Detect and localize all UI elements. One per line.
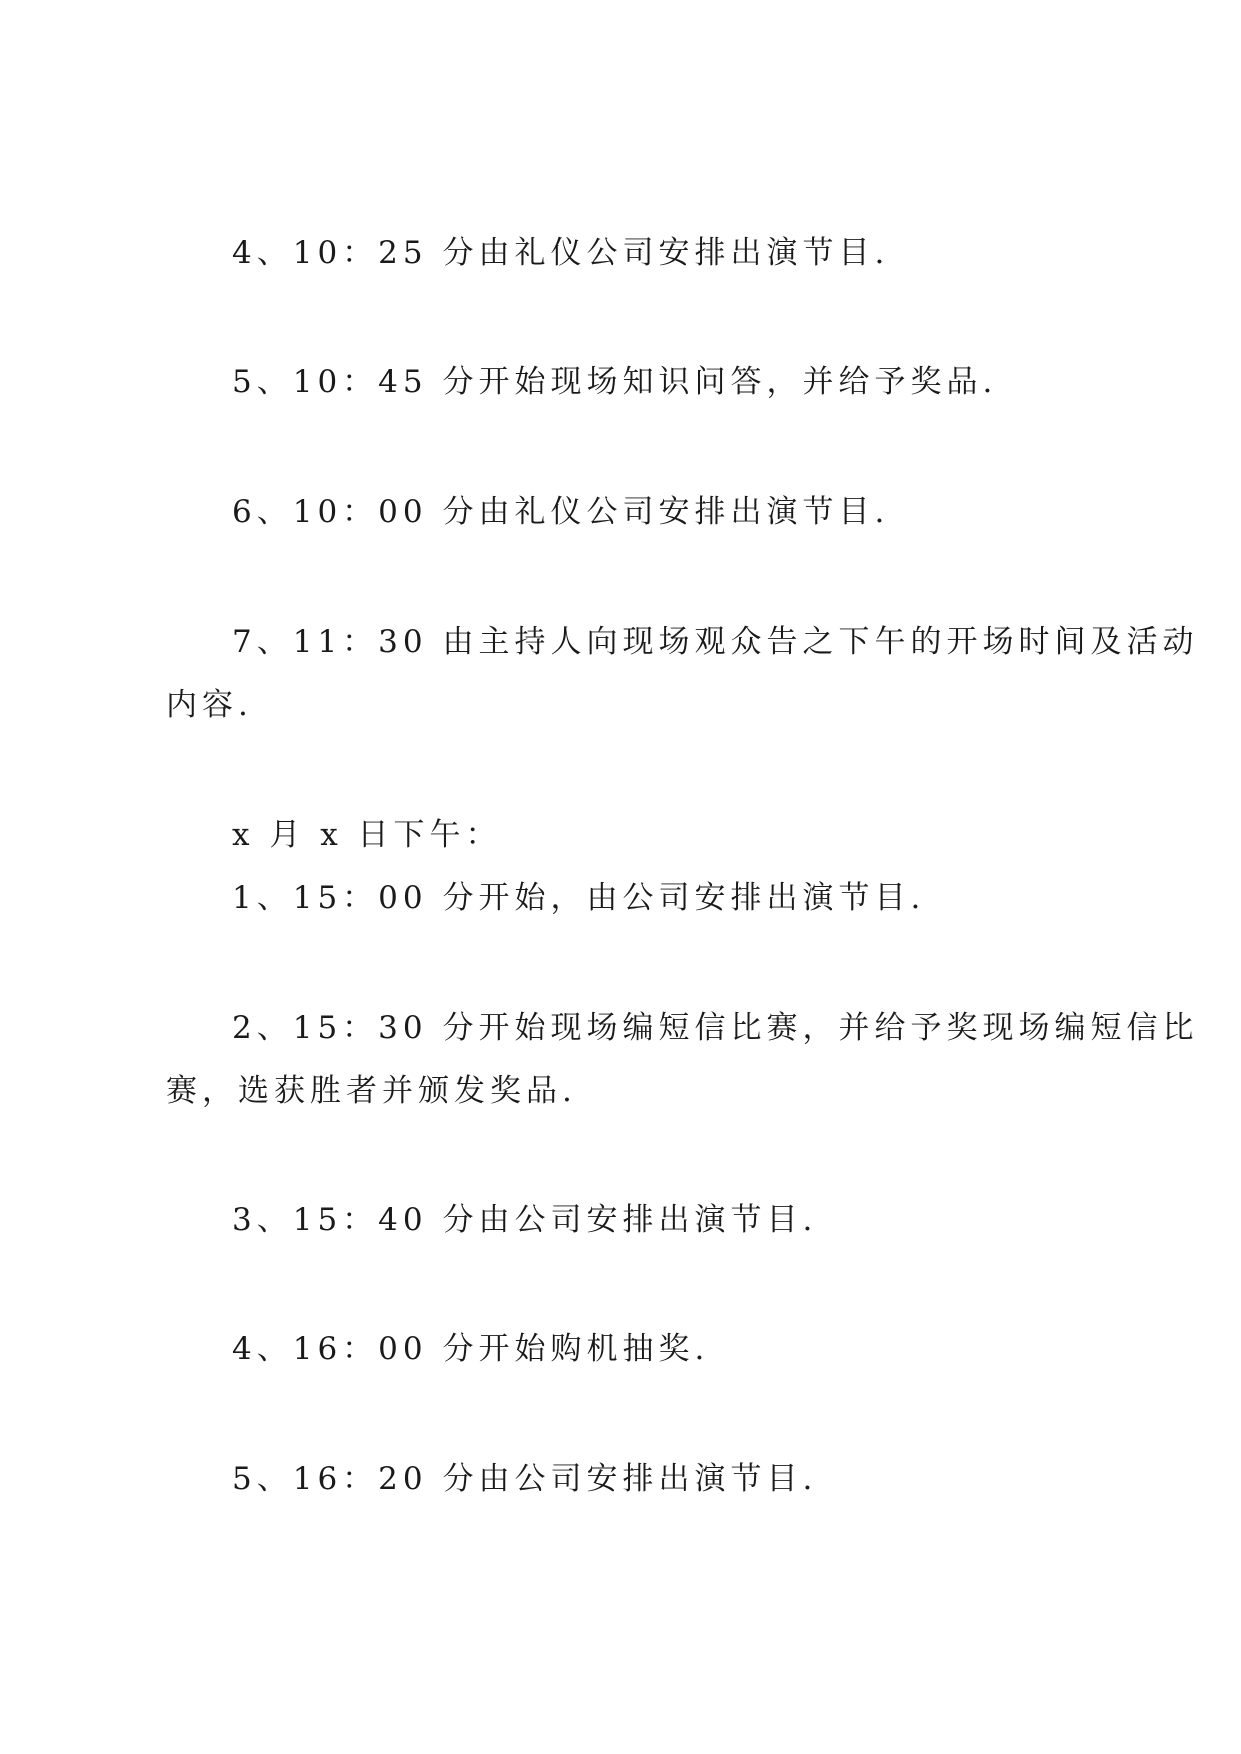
paragraph-line: 赛，选获胜者并颁发奖品.	[166, 1073, 577, 1109]
paragraph-line: 6、10：00 分由礼仪公司安排出演节目.	[232, 494, 890, 530]
section-heading: x 月 x 日下午：	[232, 817, 502, 853]
paragraph-line: 2、15：30 分开始现场编短信比赛，并给予奖现场编短信比	[232, 1010, 1199, 1046]
paragraph-line: 7、11：30 由主持人向现场观众告之下午的开场时间及活动	[232, 624, 1199, 660]
paragraph-line: 5、16：20 分由公司安排出演节目.	[232, 1461, 818, 1497]
paragraph-line: 5、10：45 分开始现场知识问答，并给予奖品.	[232, 364, 998, 400]
paragraph-line: 4、16：00 分开始购机抽奖.	[232, 1331, 710, 1367]
paragraph-line: 1、15：00 分开始，由公司安排出演节目.	[232, 880, 926, 916]
paragraph-line: 4、10：25 分由礼仪公司安排出演节目.	[232, 235, 890, 271]
paragraph-line: 3、15：40 分由公司安排出演节目.	[232, 1202, 818, 1238]
paragraph-line: 内容.	[166, 687, 253, 723]
